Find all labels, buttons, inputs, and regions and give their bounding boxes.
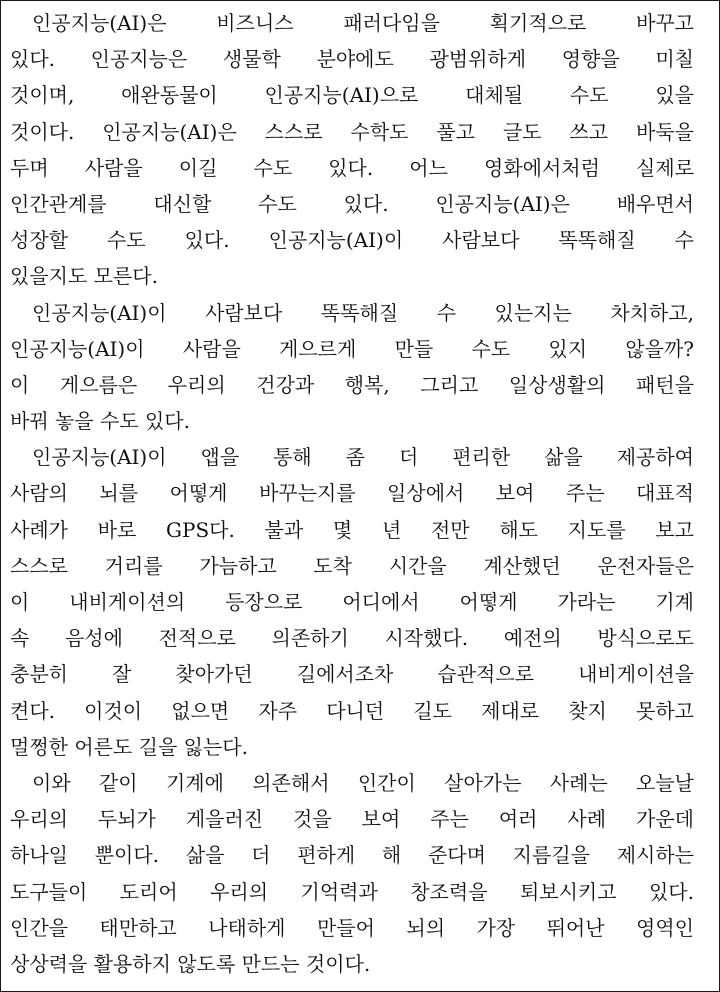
passage-text: [10, 5, 694, 982]
paragraph-2: [10, 295, 694, 440]
text-line: 바꿔 놓을 수도 있다.: [10, 409, 190, 434]
text-line: 멀쩡한 어른도 길을 잃는다.: [10, 734, 248, 759]
text-line: 인간을 태만하고 나태하게 만들어 뇌의 가장 뛰어난 영역인: [10, 915, 694, 940]
text-line: 이와 같이 기계에 의존해서 인간이 살아가는 사례는 오늘날: [32, 770, 694, 795]
text-line: 인공지능(AI)이 사람을 게으르게 만들 수도 있지 않을까?: [10, 336, 694, 361]
paragraph-4: [10, 765, 694, 982]
text-line: 있다. 인공지능은 생물학 분야에도 광범위하게 영향을 미칠: [10, 47, 694, 72]
text-line: 두며 사람을 이길 수도 있다. 어느 영화에서처럼 실제로: [10, 155, 694, 180]
text-line: 이 게으름은 우리의 건강과 행복, 그리고 일상생활의 패턴을: [10, 372, 694, 397]
text-line: 이 내비게이션의 등장으로 어디에서 어떻게 가라는 기계: [10, 590, 694, 614]
text-line: 성장할 수도 있다. 인공지능(AI)이 사람보다 똑똑해질 수: [10, 228, 694, 253]
text-line: 속 음성에 전적으로 의존하기 시작했다. 예전의 방식으로도: [10, 626, 694, 651]
text-line: 인공지능(AI)은 비즈니스 패러다임을 획기적으로 바꾸고: [32, 11, 694, 35]
text-line: 상상력을 활용하지 않도록 만드는 것이다.: [10, 951, 371, 976]
text-line: 있을지도 모른다.: [10, 264, 158, 289]
text-line: 것이며, 애완동물이 인공지능(AI)으로 대체될 수도 있을: [10, 83, 694, 108]
paragraph-3: [10, 439, 694, 765]
text-line: 사람의 뇌를 어떻게 바꾸는지를 일상에서 보여 주는 대표적: [10, 481, 694, 506]
text-line: 우리의 두뇌가 게을러진 것을 보여 주는 여러 사례 가운데: [10, 807, 694, 832]
text-line: 스스로 거리를 가늠하고 도착 시간을 계산했던 운전자들은: [10, 553, 694, 578]
text-line: 인간관계를 대신할 수도 있다. 인공지능(AI)은 배우면서: [10, 191, 694, 216]
text-line: 하나일 뿐이다. 삶을 더 편하게 해 준다며 지름길을 제시하는: [10, 843, 694, 868]
text-line: 인공지능(AI)이 앱을 통해 좀 더 편리한 삶을 제공하여: [32, 445, 694, 470]
text-line: 켠다. 이것이 없으면 자주 다니던 길도 제대로 찾지 못하고: [10, 698, 694, 723]
text-line: 사례가 바로 GPS다. 불과 몇 년 전만 해도 지도를 보고: [10, 517, 694, 542]
text-line: 인공지능(AI)이 사람보다 똑똑해질 수 있는지는 차치하고,: [32, 300, 694, 325]
text-line: 도구들이 도리어 우리의 기억력과 창조력을 퇴보시키고 있다.: [10, 879, 694, 904]
paragraph-1: [10, 5, 694, 295]
text-line: 것이다. 인공지능(AI)은 스스로 수학도 풀고 글도 쓰고 바둑을: [10, 119, 694, 144]
text-line: 충분히 잘 찾아가던 길에서조차 습관적으로 내비게이션을: [10, 662, 694, 687]
